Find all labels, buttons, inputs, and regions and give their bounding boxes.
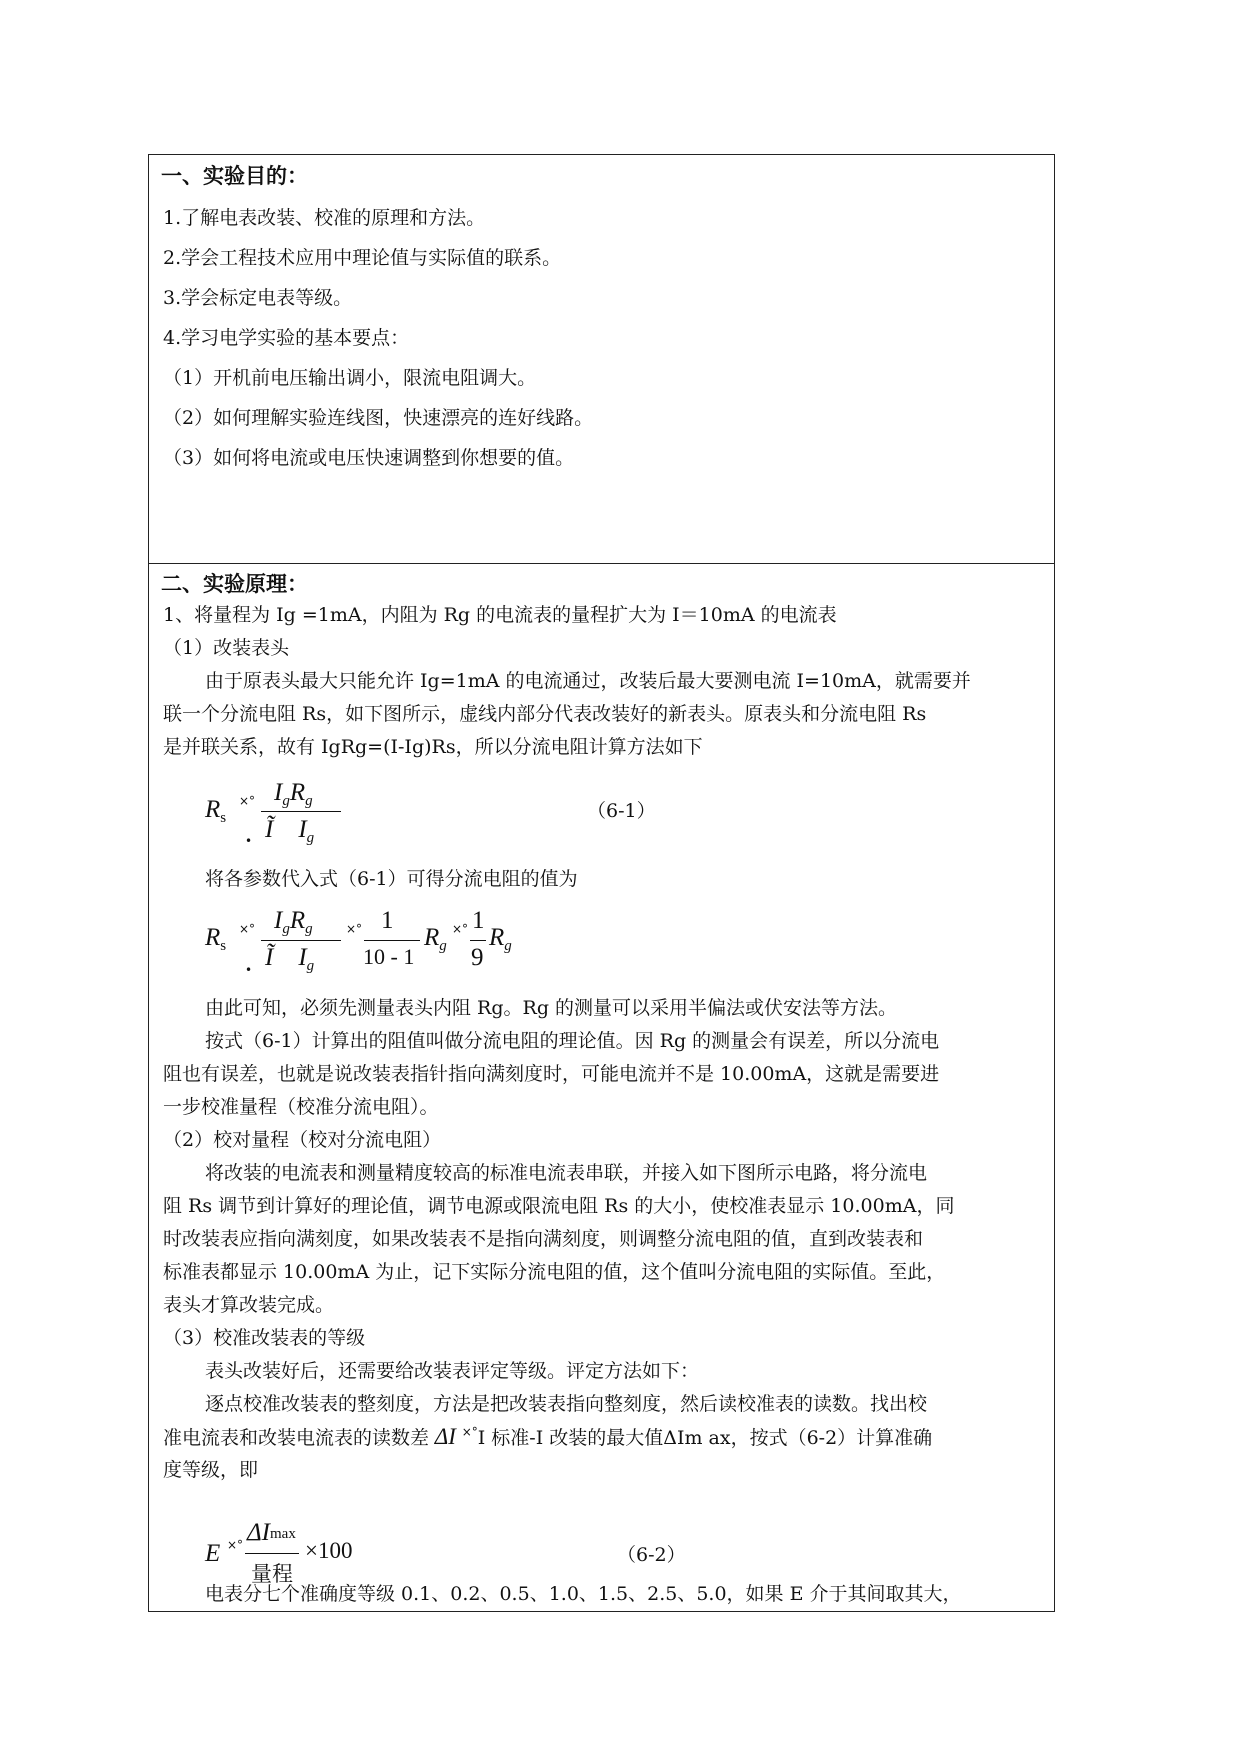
paragraph-1-line-2: 联一个分流电阻 Rs，如下图所示，虚线内部分代表改装好的新表头。原表头和分流电阻 Rs: [163, 703, 927, 725]
paragraph-5-line-4: 标准表都显示 10.00mA 为止，记下实际分流电阻的值，这个值叫分流电阻的实际值。至此，: [163, 1261, 946, 1283]
subheading-3: （3）校准改装表的等级: [163, 1327, 366, 1349]
equation-6-2-denominator: 量程: [251, 1562, 293, 1586]
paragraph-8: 电表分七个准确度等级 0.1、0.2、0.5、1.0、1.5、2.5、5.0，如果 E 介于其间取其大，: [205, 1583, 962, 1605]
purpose-line-2: 2.学会工程技术应用中理论值与实际值的联系。: [163, 247, 562, 269]
paragraph-7-line-2: 准电流表和改装电流表的读数差 ΔI ×°I 标准-I 改装的最大值ΔIm ax，按式（6-2）计算准确: [163, 1424, 933, 1449]
paragraph-6: 表头改装好后，还需要给改装表评定等级。评定方法如下：: [205, 1360, 700, 1382]
paragraph-4-line-1: 按式（6-1）计算出的阻值叫做分流电阻的理论值。因 Rg 的测量会有误差，所以分流电: [205, 1030, 940, 1052]
paragraph-4-line-2: 阻也有误差，也就是说改装表指针指向满刻度时，可能电流并不是 10.00mA，这就是需要进: [163, 1063, 940, 1085]
equation-6-2-tail: ×100: [305, 1538, 353, 1563]
section-purpose: [148, 154, 1055, 564]
eq2-denominator-1: 10 - 1: [363, 944, 415, 969]
paragraph-3: 由此可知，必须先测量表头内阻 Rg。Rg 的测量可以采用半偏法或伏安法等方法。: [205, 997, 898, 1019]
paragraph-5-line-2: 阻 Rs 调节到计算好的理论值，调节电源或限流电阻 Rs 的大小，使校准表显示 10.00mA，同: [163, 1195, 955, 1217]
paragraph-5-line-3: 时改装表应指向满刻度，如果改装表不是指向满刻度，则调整分流电阻的值，直到改装表和: [163, 1228, 924, 1250]
equation-6-2-label: （6-2）: [617, 1544, 686, 1566]
purpose-line-4: 4.学习电学实验的基本要点：: [163, 327, 410, 349]
paragraph-4-line-3: 一步校准量程（校准分流电阻）。: [163, 1096, 439, 1118]
paragraph-1-line-1: 由于原表头最大只能允许 Ig=1mA 的电流通过，改装后最大要测电流 I=10mA，就需要并: [205, 670, 971, 692]
purpose-line-5: （1）开机前电压输出调小，限流电阻调大。: [163, 367, 537, 389]
eq2-numerator-2: 1: [472, 907, 485, 934]
paragraph-5-line-5: 表头才算改装完成。: [163, 1294, 335, 1316]
paragraph-5-line-1: 将改装的电流表和测量精度较高的标准电流表串联，并接入如下图所示电路，将分流电: [205, 1162, 928, 1184]
section1-heading: 一、实验目的：: [161, 164, 308, 188]
eq2-numerator-1: 1: [381, 907, 394, 934]
paragraph-7-line-3: 度等级，即: [163, 1459, 259, 1481]
purpose-line-3: 3.学会标定电表等级。: [163, 287, 353, 309]
eq2-denominator-2: 9: [471, 944, 484, 971]
purpose-line-6: （2）如何理解实验连线图，快速漂亮的连好线路。: [163, 407, 594, 429]
principle-intro: 1、将量程为 Ig =1mA，内阻为 Rg 的电流表的量程扩大为 I＝10mA 的电流表: [163, 604, 837, 626]
subheading-1: （1）改装表头: [163, 637, 290, 659]
section-principle: 二、实验原理： 1、将量程为 Ig =1mA，内阻为 Rg 的电流表的量程扩大为 I＝10mA 的电流表 （1）改装表头 由于原表头最大只能允许 Ig=1mA 的电流通过，改装后最大要测电流 I=10mA，就需要并 联一个分流电阻 Rs，如下图所示，虚线内部分代表改装好的新表头。原表头和分流电阻 Rs 是并联关系，故有 IgRg=(I-Ig)Rs，所以分流电阻计算方法如下 $R_s$ ×° $I_gR_g$ Ĩ $I_g$ • （6-1） 将各参数代入式（6-1）可得分流电阻的值为 $R_s$ ×° $I_gR_g$ Ĩ $I_g$ • ×° 1 10 - 1 $R_g$ ×° 1 9 $R_g$ 由此可知，必须先测量表头内阻 Rg。Rg 的测量可以采用半偏法或伏安法等方法。 按式（6-1）计算出的阻值叫做分流电阻的理论值。因 Rg 的测量会有误差，所以分流电 阻也有误差，也就是说改装表指针指向满刻度时，可能电流并不是 10.00mA，这就是需要进 一步校准量程（校准分流电阻）。 （2）校对量程（校对分流电阻） 将改装的电流表和测量精度较高的标准电流表串联，并接入如下图所示电路，将分流电 阻 Rs 调节到计算好的理论值，调节电源或限流电阻 Rs 的大小，使校准表显示 10.00mA，同 时改装表应指向满刻度，如果改装表不是指向满刻度，则调整分流电阻的值，直到改装表和 标准表都显示 10.00mA 为止，记下实际分流电阻的值，这个值叫分流电阻的实际值。至此， 表头才算改装完成。 （3）校准改装表的等级 表头改装好后，还需要给改装表评定等级。评定方法如下： 逐点校准改装表的整刻度，方法是把改装表指向整刻度，然后读校准表的读数。找出校 准电流表和改装电流表的读数差 ΔI ×°I 标准-I 改装的最大值ΔIm ax，按式（6-2）计算准确 度等级，即 E ×° ΔImax 量程 ×100 （6-2） 电表分七个准确度等级 0.1、0.2、0.5、1.0、1.5、2.5、5.0，如果 E 介于其间取其大，: [148, 563, 1055, 1612]
equation-6-1-label: （6-1）: [587, 800, 656, 822]
subheading-2: （2）校对量程（校对分流电阻）: [163, 1129, 442, 1151]
paragraph-1-line-3: 是并联关系，故有 IgRg=(I-Ig)Rs，所以分流电阻计算方法如下: [163, 736, 703, 758]
purpose-line-7: （3）如何将电流或电压快速调整到你想要的值。: [163, 447, 575, 469]
purpose-line-1: 1.了解电表改装、校准的原理和方法。: [163, 207, 486, 229]
section2-heading: 二、实验原理：: [161, 572, 308, 596]
paragraph-2: 将各参数代入式（6-1）可得分流电阻的值为: [205, 868, 578, 890]
paragraph-7-line-1: 逐点校准改装表的整刻度，方法是把改装表指向整刻度，然后读校准表的读数。找出校: [205, 1393, 928, 1415]
paragraph-7-line-2-pre: 准电流表和改装电流表的读数差: [163, 1427, 430, 1449]
paragraph-7-line-2-post: I 标准-I 改装的最大值ΔIm ax，按式（6-2）计算准确: [477, 1427, 933, 1449]
